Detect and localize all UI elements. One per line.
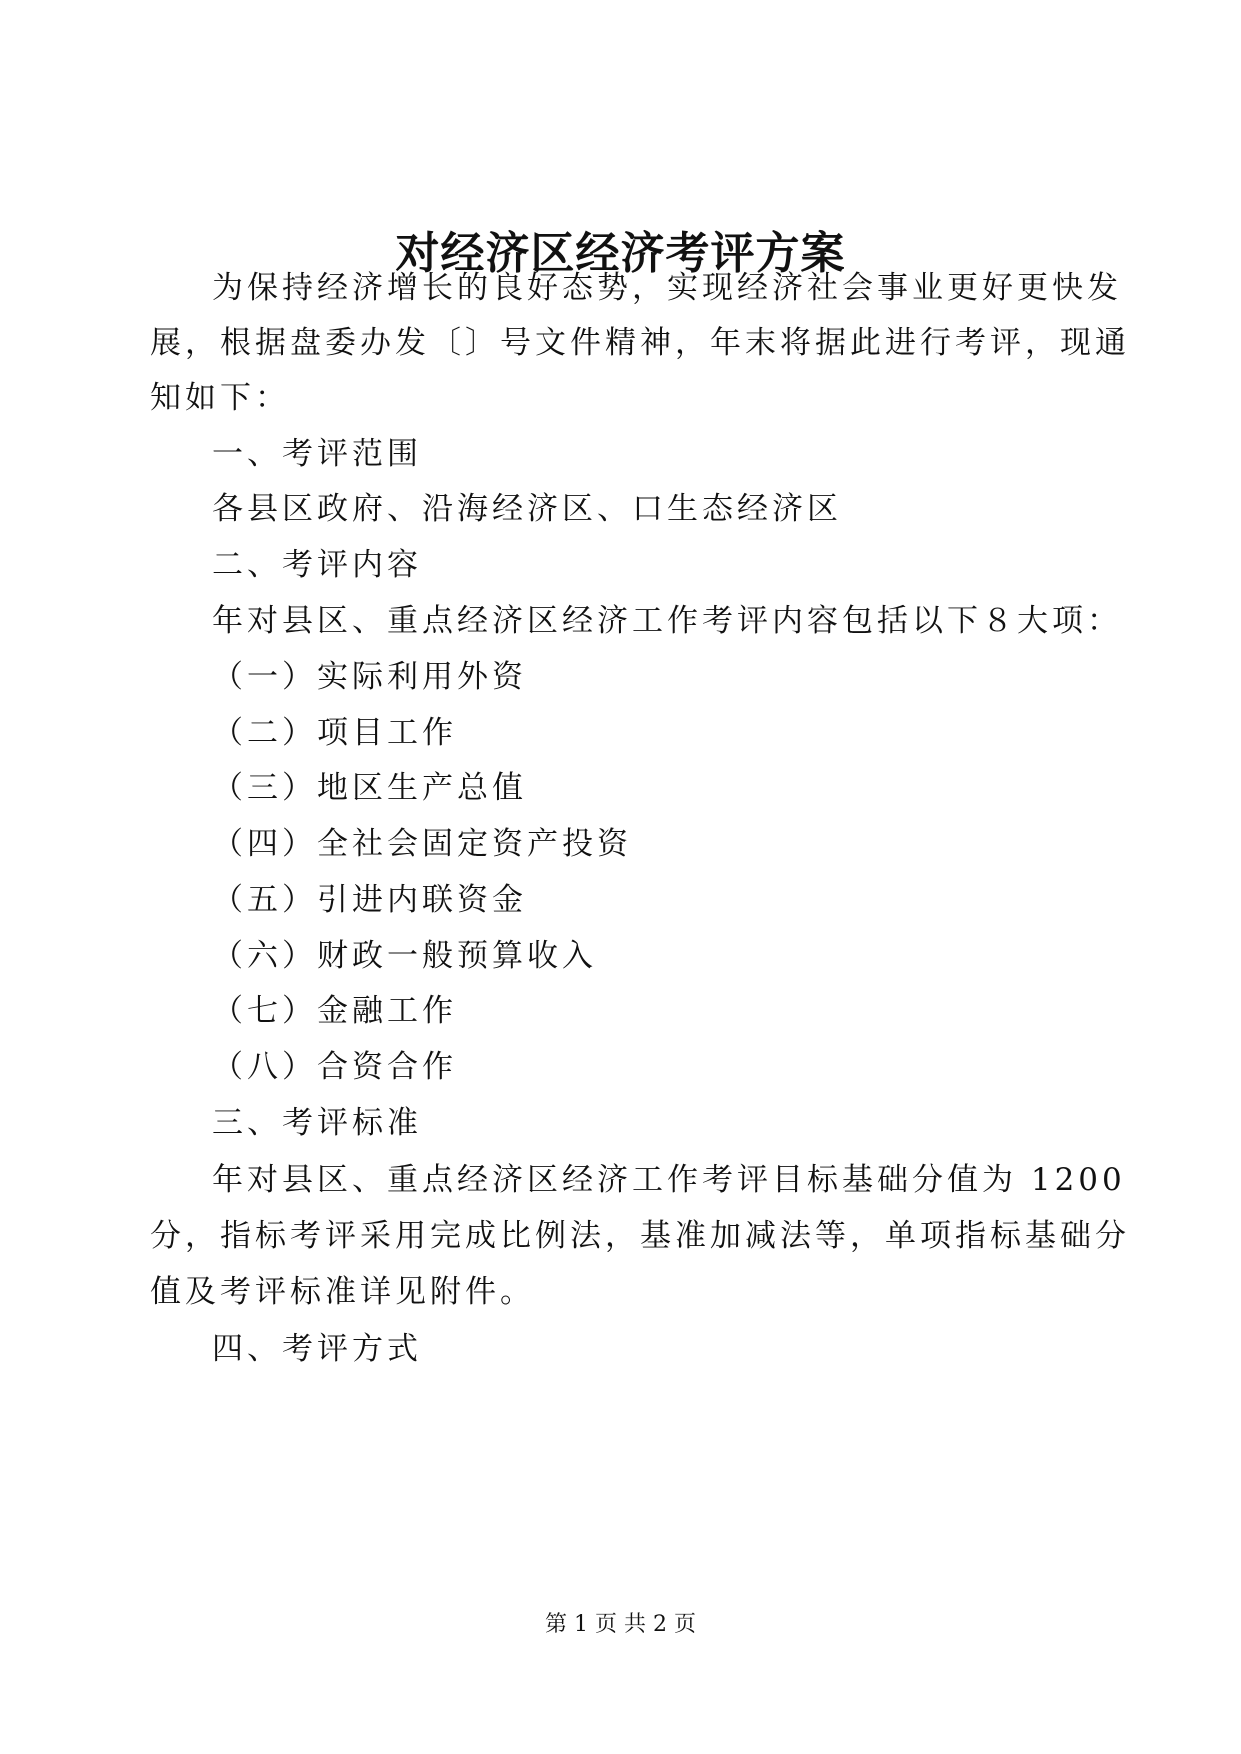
section1-body: 各县区政府、沿海经济区、口生态经济区 (212, 491, 842, 527)
section3-line-3: 值及考评标准详见附件。 (150, 1274, 535, 1310)
intro-line-2: 展，根据盘委办发〔〕号文件精神，年末将据此进行考评，现通 (150, 325, 1130, 361)
list-item: （四）全社会固定资产投资 (212, 826, 632, 862)
intro-line-1: 为保持经济增长的良好态势，实现经济社会事业更好更快发 (212, 270, 1122, 306)
list-item: （一）实际利用外资 (212, 659, 527, 695)
list-item: （六）财政一般预算收入 (212, 938, 597, 974)
list-item: （二）项目工作 (212, 715, 457, 751)
list-item: （五）引进内联资金 (212, 882, 527, 918)
list-item: （七）金融工作 (212, 993, 457, 1029)
section1-heading: 一、考评范围 (212, 436, 422, 472)
list-item: （三）地区生产总值 (212, 770, 527, 806)
section3-line-2: 分，指标考评采用完成比例法，基准加减法等，单项指标基础分 (150, 1218, 1130, 1254)
document-title: 对经济区经济考评方案 (395, 228, 846, 279)
intro-line-3: 知如下： (150, 380, 290, 416)
list-item: （八）合资合作 (212, 1049, 457, 1085)
section2-heading: 二、考评内容 (212, 547, 422, 583)
page-footer: 第 1 页 共 2 页 (545, 1612, 696, 1637)
section3-line-1: 年对县区、重点经济区经济工作考评目标基础分值为 1200 (212, 1162, 1126, 1198)
section3-heading: 三、考评标准 (212, 1105, 422, 1141)
section4-heading: 四、考评方式 (212, 1331, 422, 1367)
section2-body: 年对县区、重点经济区经济工作考评内容包括以下８大项： (212, 603, 1122, 639)
